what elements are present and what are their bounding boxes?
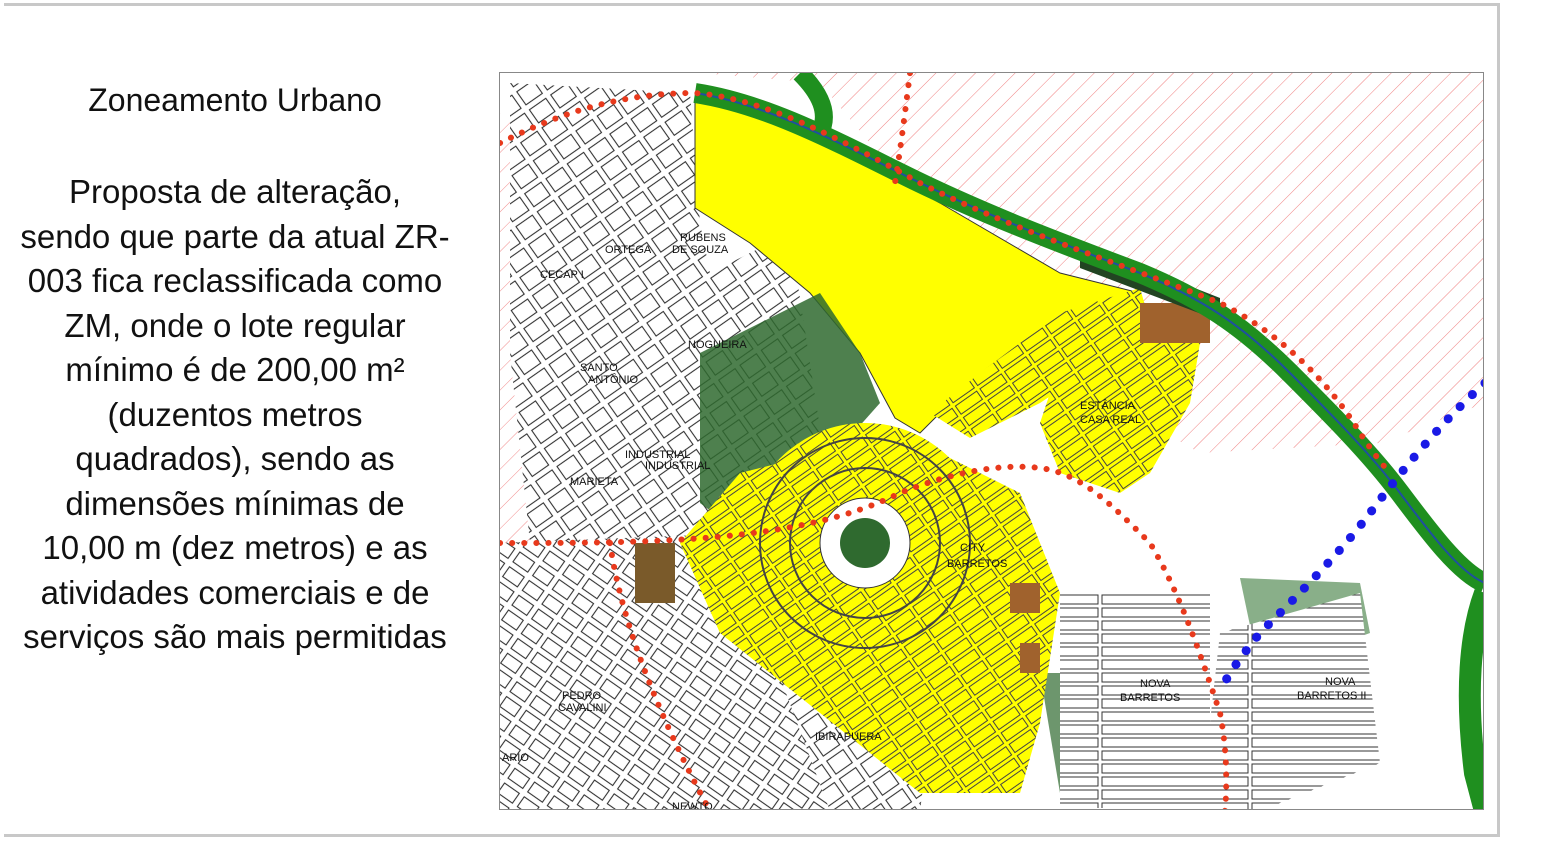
label-industrial-1: INDUSTRIAL xyxy=(625,449,691,461)
label-ortega: ORTEGA xyxy=(605,244,652,256)
label-rubens-2: DE SOUZA xyxy=(672,244,729,256)
label-estancia-1: ESTÂNCIA xyxy=(1080,400,1136,412)
label-ibirapuera: IBIRAPUERA xyxy=(815,731,882,743)
label-industrial-2: INDUSTRIAL xyxy=(645,460,711,472)
label-city-1: CITY xyxy=(960,542,986,554)
brown-parcel-2 xyxy=(1010,583,1040,613)
label-nova-2: BARRETOS xyxy=(1120,692,1181,704)
slide-body-text: Proposta de alteração, sendo que parte da atual ZR-003 fica reclassificada como ZM, onde o lote regular mínimo é de 200,00 m² (duzentos metros quadrados), sendo as dimensões mínimas de 10,00 m (dez metros) e as atividades comerciais e de serviços são mais permitidas xyxy=(20,173,450,655)
label-nova-ii-2: BARRETOS II xyxy=(1297,690,1367,702)
label-nogueira: NOGUEIRA xyxy=(688,339,747,351)
label-newton: NEWTO xyxy=(672,801,713,810)
label-rubens-1: RUBENS xyxy=(680,232,726,244)
label-city-2: BARRETOS xyxy=(947,558,1008,570)
zoning-map-svg xyxy=(500,73,1484,810)
label-santo-1: SANTO xyxy=(580,362,618,374)
label-cecap: CECAP I xyxy=(540,269,584,281)
label-nova-ii-1: NOVA xyxy=(1325,676,1356,688)
label-santo-2: ANTÔNIO xyxy=(588,374,639,386)
green-river-corridor-east xyxy=(1470,593,1484,810)
zoning-map xyxy=(499,72,1484,810)
label-marieta: MARIETA xyxy=(570,476,619,488)
label-nova-1: NOVA xyxy=(1140,678,1171,690)
label-estancia-2: CASA REAL xyxy=(1080,414,1142,426)
slide-title: Zoneamento Urbano xyxy=(88,82,382,118)
label-ario: ARIO xyxy=(502,752,529,764)
label-pedro-2: CAVALINI xyxy=(558,702,607,714)
brown-parcel-3 xyxy=(1020,643,1040,673)
label-pedro-1: PEDRO xyxy=(562,690,602,702)
brown-parcel-4 xyxy=(635,543,675,603)
